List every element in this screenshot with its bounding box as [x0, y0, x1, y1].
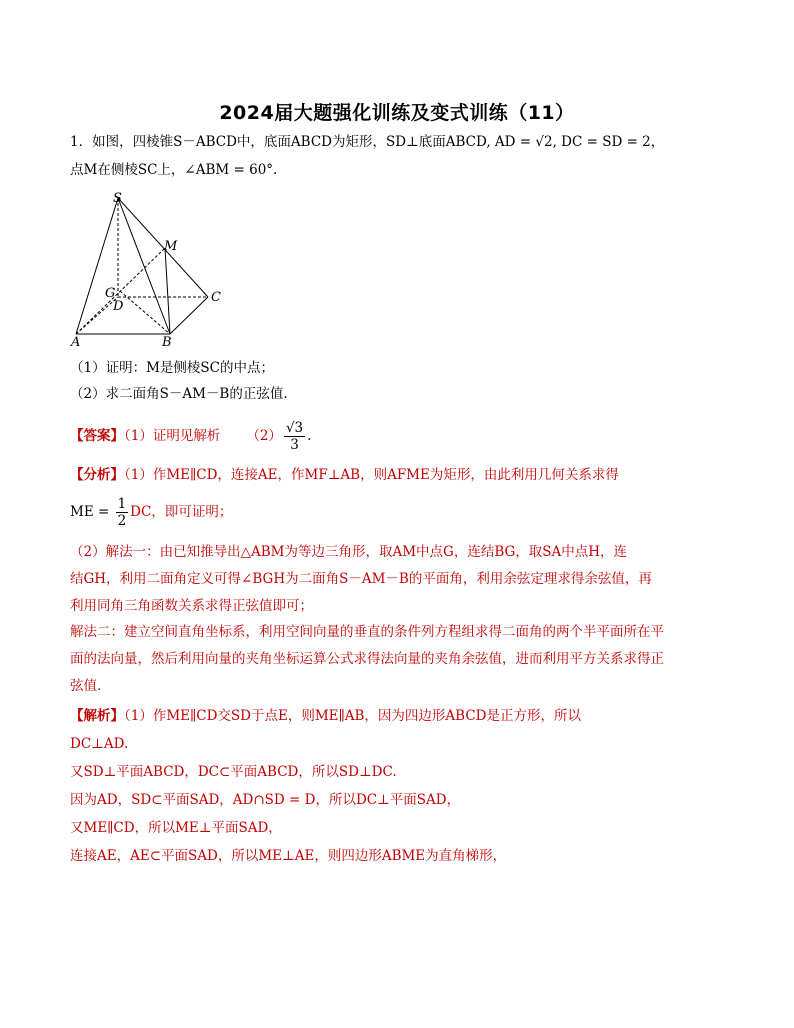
solution-text-1: （1）作ME∥CD交SD于点E，则ME∥AB，因为四边形ABCD是正方形，所以	[124, 708, 581, 724]
label-D: D	[113, 299, 124, 314]
solution-line-6: 连接AE，AE⊂平面SAD，所以ME⊥AE，则四边形ABME为直角梯形，	[70, 848, 507, 864]
solution-tag: 【解析】	[70, 708, 124, 724]
problem-line-2: 点M在侧棱SC上，∠ABM = 60°.	[70, 162, 278, 178]
answer-part1: （1）证明见解析	[124, 428, 221, 444]
answer-end: .	[307, 428, 312, 444]
analysis-line-6: 解法二：建立空间直角坐标系，利用空间向量的垂直的条件列方程组求得二面角的两个半平面所在平	[70, 624, 664, 640]
problem-line-1: 1．如图，四棱锥S－ABCD中，底面ABCD为矩形，SD⊥底面ABCD, AD = √2, DC = SD = 2，	[70, 134, 665, 150]
label-G: G	[105, 286, 116, 301]
label-M: M	[164, 239, 178, 254]
analysis-line-8: 弦值.	[70, 678, 102, 694]
analysis-half-num: 1	[117, 496, 127, 512]
analysis-line-4: 结GH，利用二面角定义可得∠BGH为二面角S－AM－B的平面角，利用余弦定理求得余弦值，再	[70, 571, 652, 587]
answer-fraction-num: √3	[285, 420, 304, 436]
analysis-line-5: 利用同角三角函数关系求得正弦值即可；	[70, 598, 313, 614]
edge-SC	[118, 198, 208, 297]
edge-BM	[165, 248, 170, 334]
pyramid-figure	[66, 190, 236, 350]
answer-fraction-den: 3	[290, 437, 299, 453]
analysis-tag: 【分析】	[70, 467, 124, 483]
analysis-text-1: （1）作ME∥CD，连接AE，作MF⊥AB，则AFME为矩形，由此利用几何关系求得	[124, 467, 619, 483]
solution-line-4: 因为AD，SD⊂平面SAD，AD∩SD = D，所以DC⊥平面SAD，	[70, 792, 461, 808]
analysis-line-2	[70, 496, 232, 529]
analysis-line-1	[70, 464, 619, 486]
edge-AD	[76, 297, 118, 334]
question-2: （2）求二面角S－AM－B的正弦值.	[70, 386, 288, 402]
label-C: C	[211, 290, 221, 305]
answer-line	[70, 420, 311, 453]
page-title: 2024届大题强化训练及变式训练（11）	[219, 102, 575, 124]
analysis-line-3: （2）解法一：由已知推导出△ABM为等边三角形，取AM中点G，连结BG，取SA中点H，连	[70, 544, 628, 560]
analysis-me-prefix: ME =	[70, 504, 114, 520]
solution-line-5: 又ME∥CD，所以ME⊥平面SAD，	[70, 820, 282, 836]
analysis-me-suffix: DC，即可证明；	[130, 504, 233, 520]
edge-BC	[170, 297, 208, 334]
analysis-half-den: 2	[117, 513, 127, 529]
edge-SB	[118, 198, 170, 334]
label-B: B	[162, 335, 172, 350]
question-1: （1）证明：M是侧棱SC的中点；	[70, 360, 274, 376]
solution-line-3: 又SD⊥平面ABCD，DC⊂平面ABCD，所以SD⊥DC.	[70, 764, 397, 780]
answer-tag: 【答案】	[70, 428, 124, 444]
solution-line-2: DC⊥AD.	[70, 736, 129, 752]
edge-SA	[76, 198, 118, 334]
label-S: S	[113, 191, 122, 206]
solution-line-1	[70, 705, 581, 727]
answer-fraction	[284, 420, 305, 453]
analysis-line-7: 面的法向量，然后利用向量的夹角坐标运算公式求得法向量的夹角余弦值，进而利用平方关系求得正	[70, 651, 664, 667]
label-A: A	[71, 335, 81, 350]
answer-part2-prefix: （2）	[246, 428, 282, 444]
analysis-half-fraction	[116, 496, 129, 529]
